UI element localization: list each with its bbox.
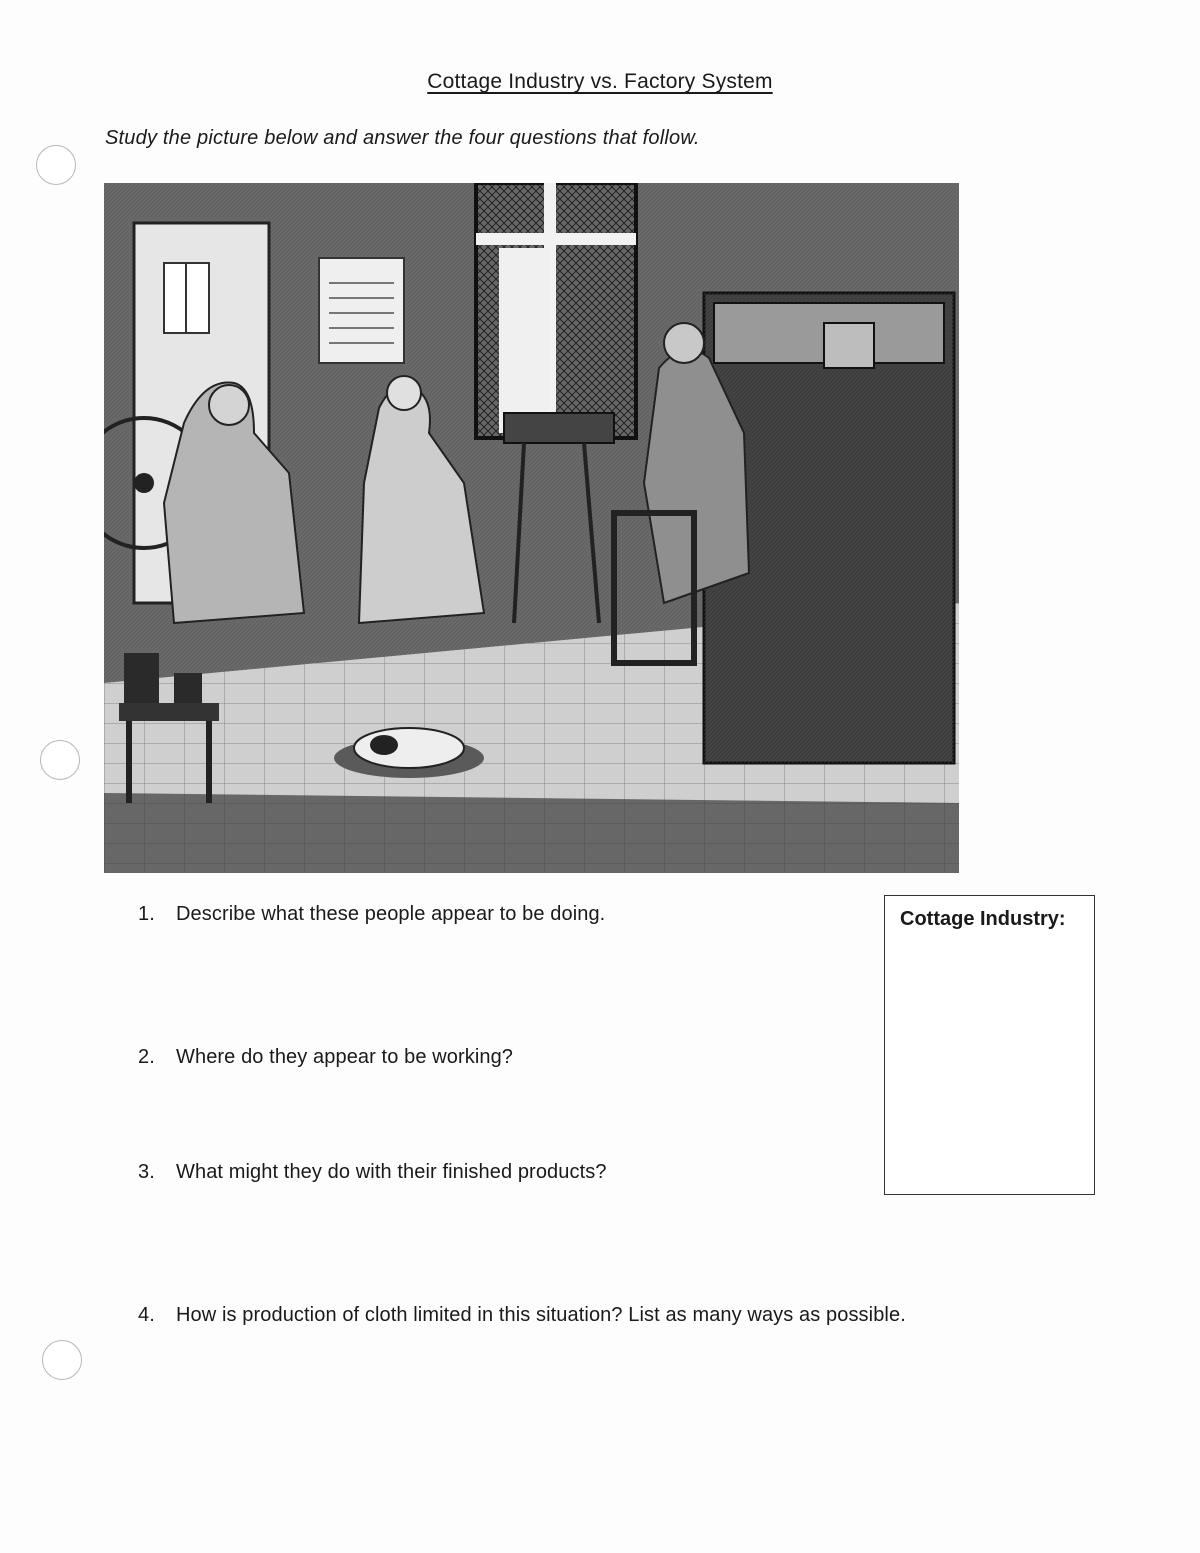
binder-hole-top [36,145,76,185]
question-2-number: 2. [138,1046,155,1068]
cottage-industry-engraving [104,183,959,873]
cottage-industry-answer-box[interactable] [884,895,1095,1195]
question-3-text: What might they do with their finished products? [176,1161,607,1183]
question-4-text: How is production of cloth limited in this situation? List as many ways as possible. [176,1304,906,1326]
question-1-text: Describe what these people appear to be doing. [176,903,606,925]
question-3-number: 3. [138,1161,155,1183]
answer-box-label: Cottage Industry: [900,908,1066,930]
question-2 [138,1046,513,1069]
question-1 [138,903,605,926]
instructions-text: Study the picture below and answer the four questions that follow. [105,127,700,149]
question-2-text: Where do they appear to be working? [176,1046,514,1068]
page-title: Cottage Industry vs. Factory System [427,70,773,93]
binder-hole-bottom [42,1340,82,1380]
binder-hole-middle [40,740,80,780]
question-3 [138,1161,607,1184]
question-4 [138,1304,906,1327]
question-1-number: 1. [138,903,155,925]
question-4-number: 4. [138,1304,155,1326]
